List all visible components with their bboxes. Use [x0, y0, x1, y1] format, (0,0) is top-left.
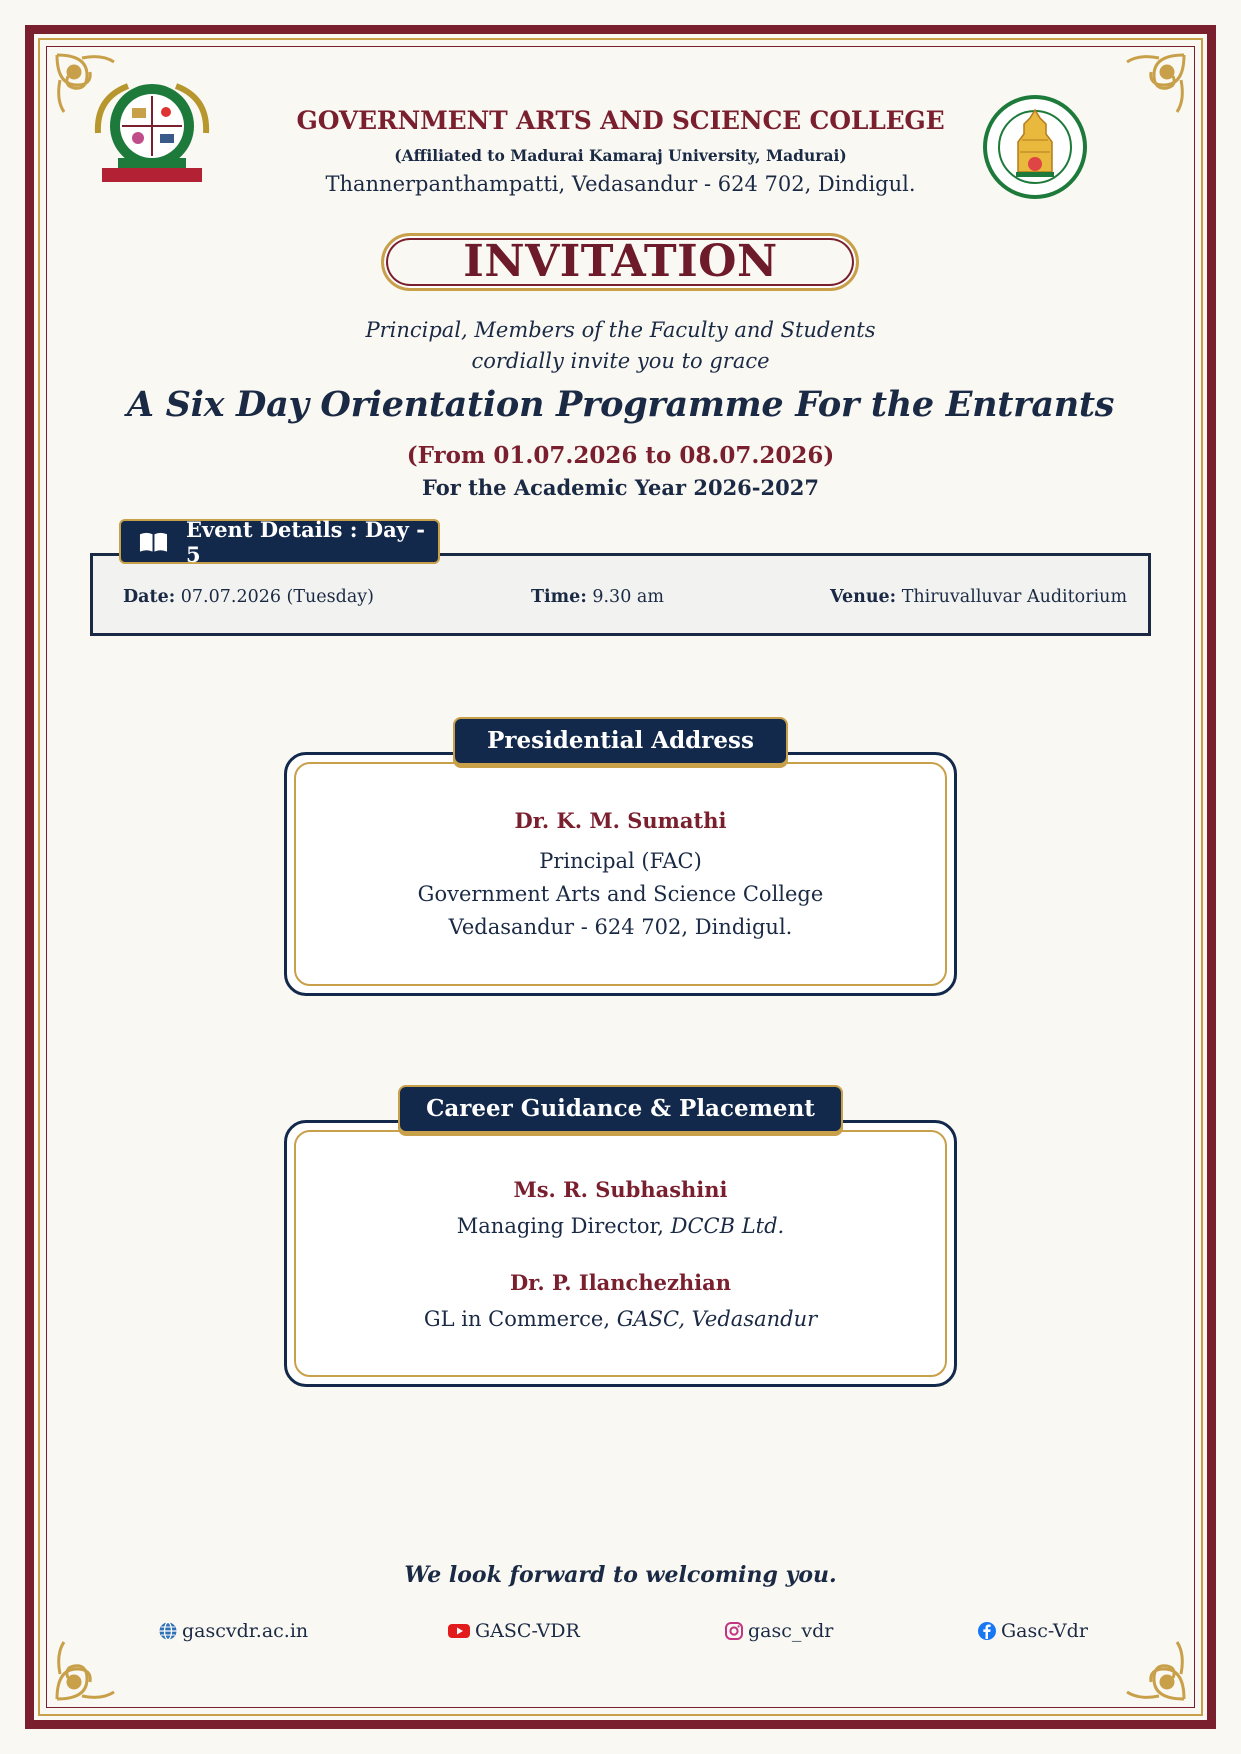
speaker-2-name: Dr. P. Ilanchezhian [509, 1270, 732, 1295]
career-guidance-card [284, 1120, 957, 1387]
corner-ornament-icon [1119, 1634, 1189, 1704]
speaker-1-org: DCCB Ltd. [670, 1214, 785, 1238]
president-name: Dr. K. M. Sumathi [514, 808, 727, 833]
event-date [123, 587, 374, 607]
corner-ornament-icon [52, 1634, 122, 1704]
presidential-address-card [284, 752, 957, 996]
speaker-2-role [0, 1307, 1241, 1331]
time-value: 9.30 am [592, 587, 664, 607]
website-link[interactable] [158, 1620, 308, 1642]
instagram-link[interactable] [724, 1620, 833, 1642]
college-name: GOVERNMENT ARTS AND SCIENCE COLLEGE [296, 106, 945, 135]
venue-label: Venue: [830, 587, 897, 607]
facebook-text: Gasc-Vdr [1001, 1620, 1088, 1642]
speaker-1-name: Ms. R. Subhashini [513, 1177, 728, 1202]
intro-line-1: Principal, Members of the Faculty and Students [365, 318, 876, 342]
president-address: Vedasandur - 624 702, Dindigul. [448, 915, 793, 939]
time-label: Time: [531, 587, 587, 607]
youtube-text: GASC-VDR [475, 1620, 580, 1642]
book-icon [139, 531, 168, 553]
president-institution: Government Arts and Science College [417, 882, 824, 906]
event-details-label: Event Details : Day - 5 [185, 516, 425, 567]
career-guidance-tab: Career Guidance & Placement [398, 1085, 843, 1133]
college-address: Thannerpanthampatti, Vedasandur - 624 702, Dindigul. [325, 172, 916, 196]
intro-line-2: cordially invite you to grace [471, 349, 770, 373]
instagram-icon [724, 1621, 744, 1641]
event-time [531, 587, 664, 607]
date-value: 07.07.2026 (Tuesday) [180, 587, 374, 607]
president-designation: Principal (FAC) [539, 849, 702, 873]
speaker-2-org: GASC, Vedasandur [616, 1307, 818, 1331]
facebook-link[interactable] [977, 1620, 1088, 1642]
presidential-address-tab: Presidential Address [453, 717, 788, 765]
speaker-1-role [0, 1214, 1241, 1238]
venue-value: Thiruvalluvar Auditorium [901, 587, 1128, 607]
website-text: gascvdr.ac.in [182, 1620, 309, 1642]
date-label: Date: [123, 587, 176, 607]
programme-dates: (From 01.07.2026 to 08.07.2026) [406, 442, 835, 469]
youtube-icon [447, 1621, 471, 1641]
instagram-text: gasc_vdr [748, 1620, 834, 1642]
event-details-tab [119, 516, 440, 567]
event-venue [830, 587, 1127, 607]
globe-icon [158, 1621, 178, 1641]
youtube-link[interactable] [447, 1620, 580, 1642]
invitation-title: INVITATION [463, 236, 778, 287]
facebook-icon [977, 1621, 997, 1641]
welcome-message: We look forward to welcoming you. [404, 1562, 837, 1588]
academic-year: For the Academic Year 2026-2027 [422, 475, 819, 500]
affiliation: (Affiliated to Madurai Kamaraj University, Madurai) [394, 146, 847, 165]
speaker-1-title: Managing Director, [456, 1214, 671, 1238]
programme-title: A Six Day Orientation Programme For the Entrants [126, 384, 1115, 425]
speaker-2-title: GL in Commerce, [423, 1307, 617, 1331]
